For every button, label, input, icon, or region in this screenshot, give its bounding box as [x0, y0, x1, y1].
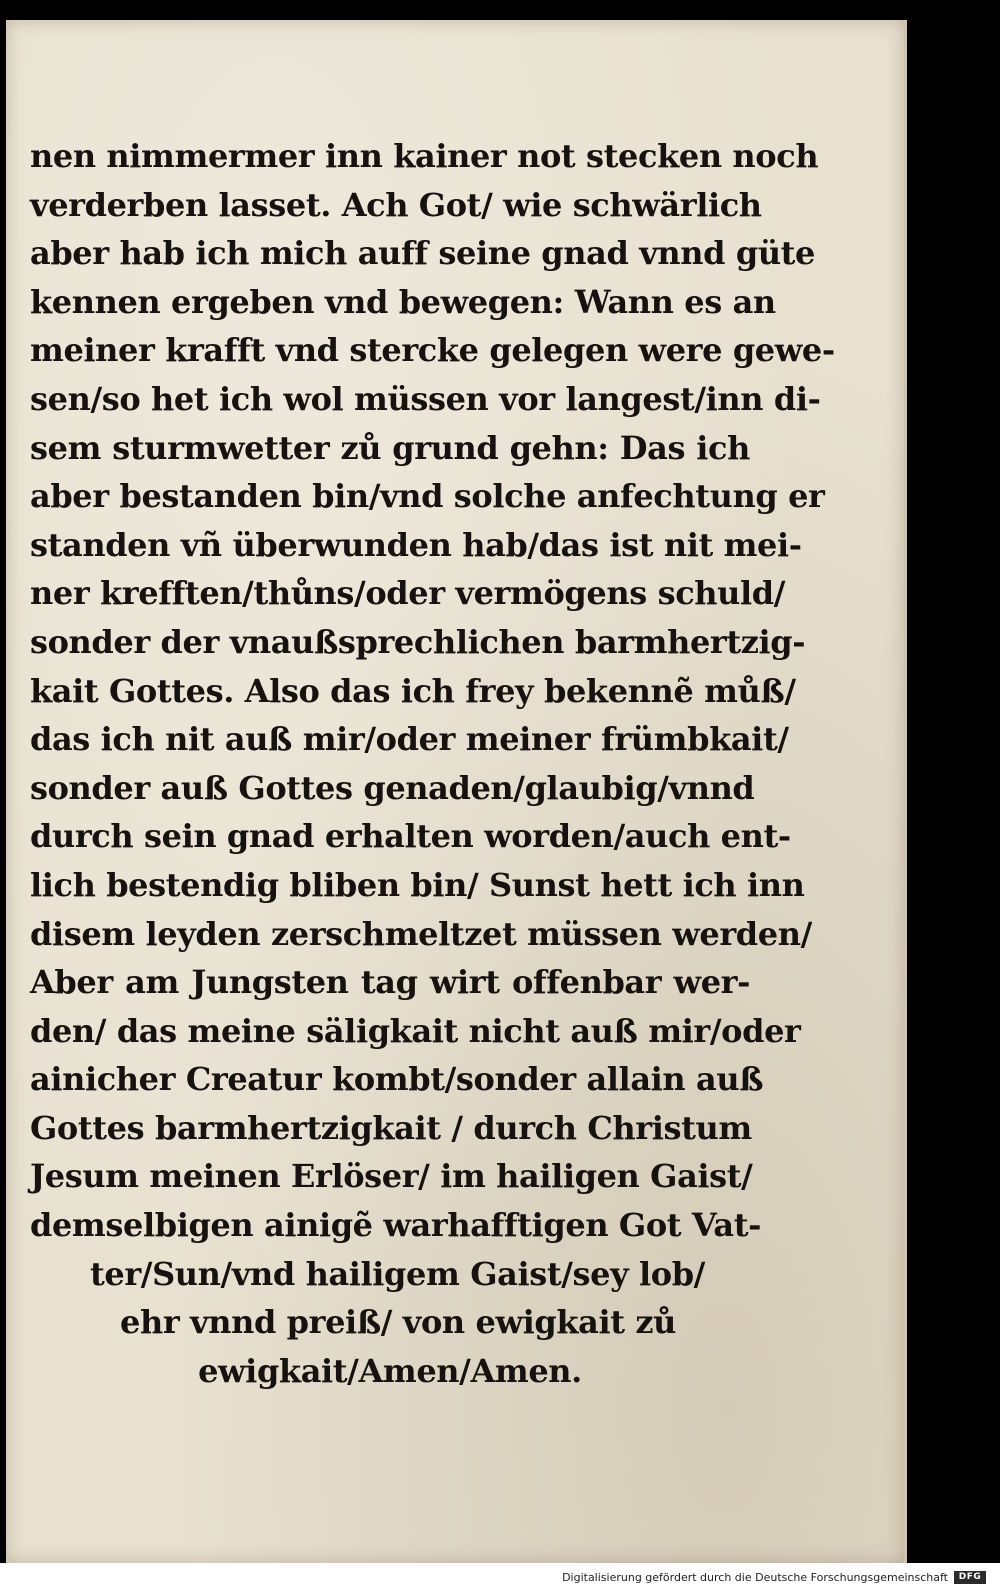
text-line: kait Gottes. Also das ich frey bekennẽ můß/	[30, 671, 796, 710]
text-line: sonder der vnaußsprechlichen barmhertzig-	[30, 622, 806, 661]
text-line: lich bestendig bliben bin/ Sunst hett ich inn	[30, 865, 805, 904]
text-line: kennen ergeben vnd bewegen: Wann es an	[30, 282, 776, 321]
text-line: durch sein gnad erhalten worden/auch ent-	[30, 817, 791, 856]
text-line: ner krefften/thůns/oder vermögens schuld/	[30, 574, 786, 613]
text-line: meiner krafft vnd stercke gelegen were gewe-	[30, 331, 835, 370]
book-page	[6, 20, 907, 1563]
footer-bar	[0, 1563, 1000, 1589]
text-line: sonder auß Gottes genaden/glaubig/vnnd	[30, 768, 755, 807]
text-line: demselbigen ainigẽ warhafftigen Got Vat-	[30, 1206, 762, 1245]
text-line: das ich nit auß mir/oder meiner frümbkait/	[30, 720, 789, 759]
text-line: Aber am Jungsten tag wirt offenbar wer-	[30, 963, 750, 1002]
text-line: Jesum meinen Erlöser/ im hailigen Gaist/	[30, 1157, 753, 1196]
text-line: ainicher Creatur kombt/sonder allain auß	[30, 1060, 764, 1099]
text-line: den/ das meine säligkait nicht auß mir/oder	[30, 1011, 801, 1050]
text-line: verderben lasset. Ach Got/ wie schwärlich	[30, 185, 762, 224]
text-line: sem sturmwetter zů grund gehn: Das ich	[30, 428, 750, 467]
text-line: ehr vnnd preiß/ von ewigkait zů	[120, 1303, 676, 1342]
text-line: disem leyden zerschmeltzet müssen werden/	[30, 914, 812, 953]
text-line: nen nimmermer inn kainer not stecken noch	[30, 137, 819, 175]
text-line: ter/Sun/vnd hailigem Gaist/sey lob/	[90, 1254, 705, 1293]
dfg-logo: DFG	[954, 1571, 986, 1584]
text-line: aber hab ich mich auff seine gnad vnnd güte	[30, 234, 816, 273]
page-text	[30, 132, 835, 1395]
text-line: standen vñ überwunden hab/das ist nit mei-	[30, 525, 802, 564]
text-line: Gottes barmhertzigkait / durch Christum	[30, 1108, 752, 1147]
text-line: sen/so het ich wol müssen vor langest/inn di-	[30, 379, 821, 418]
funding-credit: Digitalisierung gefördert durch die Deutsche Forschungsgemeinschaft	[562, 1571, 948, 1584]
text-line: aber bestanden bin/vnd solche anfechtung er	[30, 477, 825, 516]
text-line: ewigkait/Amen/Amen.	[198, 1351, 582, 1390]
